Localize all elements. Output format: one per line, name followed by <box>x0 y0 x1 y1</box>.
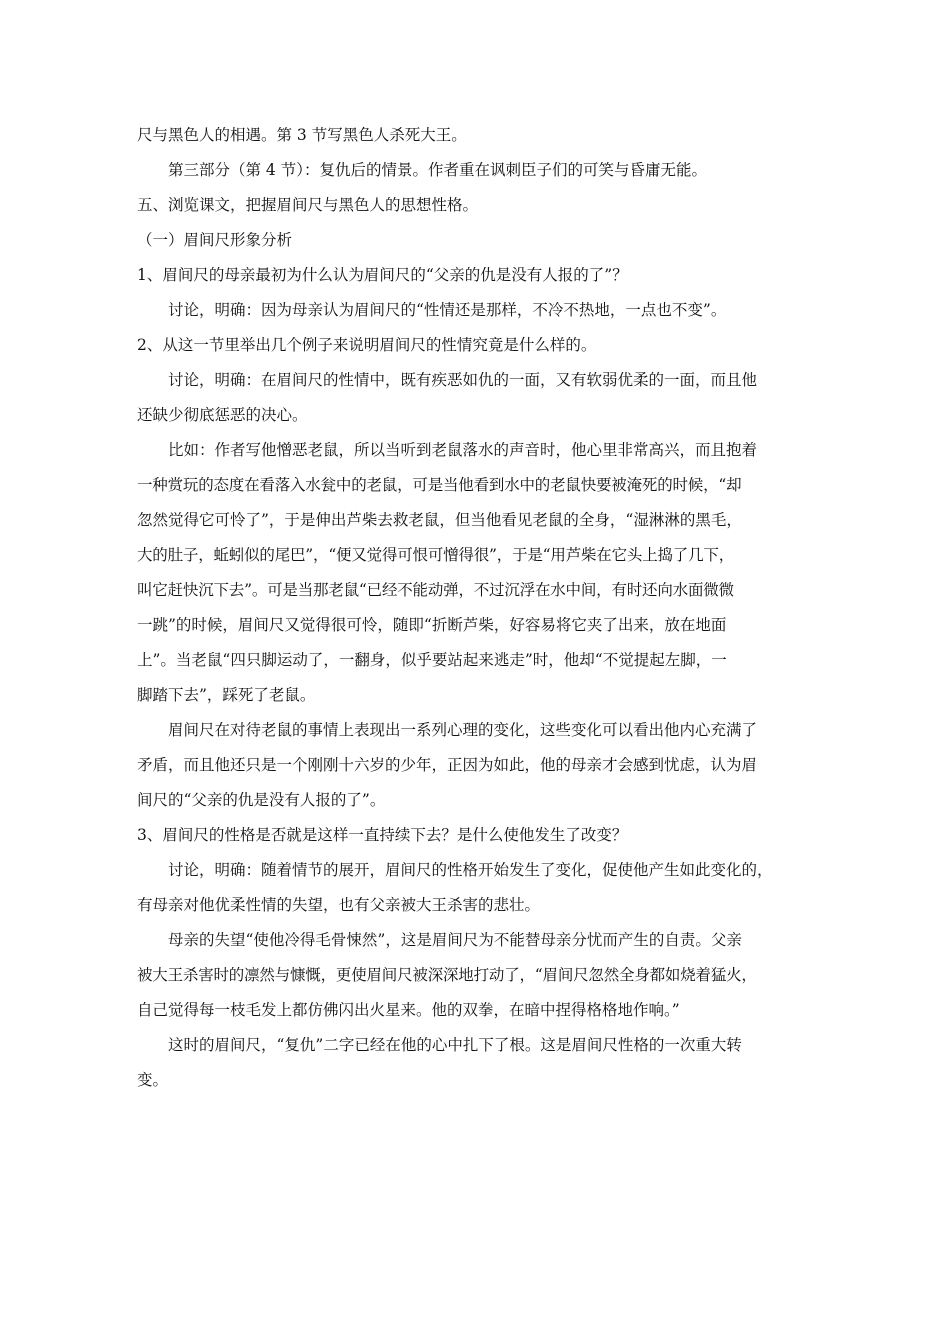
text-line: 忽然觉得它可怜了”，于是伸出芦柴去救老鼠，但当他看见老鼠的全身，“湿淋淋的黑毛， <box>137 511 742 529</box>
text-line: 有母亲对他优柔性情的失望，也有父亲被大王杀害的悲壮。 <box>137 896 541 914</box>
document-body <box>137 118 817 1098</box>
question-line: 1、眉间尺的母亲最初为什么认为眉间尺的“父亲的仇是没有人报的了”？ <box>137 266 628 284</box>
text-line: 大的肚子，蚯蚓似的尾巴”，“便又觉得可恨可憎得很”，于是“用芦柴在它头上捣了几下， <box>137 546 734 564</box>
question-line: 2、从这一节里举出几个例子来说明眉间尺的性情究竟是什么样的。 <box>137 336 597 354</box>
text-line: 讨论，明确：因为母亲认为眉间尺的“性情还是那样，不冷不热地，一点也不变”。 <box>168 301 727 319</box>
text-line: 第三部分（第 4 节）：复仇后的情景。作者重在讽刺臣子们的可笑与昏庸无能。 <box>168 161 707 179</box>
text-line: 矛盾，而且他还只是一个刚刚十六岁的少年，正因为如此，他的母亲才会感到忧虑，认为眉 <box>137 756 758 774</box>
section-heading: 五、浏览课文，把握眉间尺与黑色人的思想性格。 <box>137 196 479 214</box>
text-line: 自己觉得每一枝毛发上都仿佛闪出火星来。他的双拳，在暗中捏得格格地作响。” <box>137 1001 680 1019</box>
text-line: 变。 <box>137 1071 169 1089</box>
text-line: 尺与黑色人的相遇。第 3 节写黑色人杀死大王。 <box>137 126 467 144</box>
text-line: 上”。当老鼠“四只脚运动了，一翻身，似乎要站起来逃走”时，他却“不觉提起左脚，一 <box>137 651 727 669</box>
text-line: 母亲的失望“使他冷得毛骨悚然”，这是眉间尺为不能替母亲分忧而产生的自责。父亲 <box>168 931 742 949</box>
text-line: 这时的眉间尺，“复仇”二字已经在他的心中扎下了根。这是眉间尺性格的一次重大转 <box>168 1036 742 1054</box>
text-line: 一种赏玩的态度在看落入水瓮中的老鼠，可是当他看到水中的老鼠快要被淹死的时候，“却 <box>137 476 742 494</box>
text-line: 间尺的“父亲的仇是没有人报的了”。 <box>137 791 386 809</box>
text-line: 脚踏下去”，踩死了老鼠。 <box>137 686 316 704</box>
text-line: 叫它赶快沉下去”。可是当那老鼠“已经不能动弹，不过沉浮在水中间，有时还向水面微微 <box>137 581 734 599</box>
text-line: 眉间尺在对待老鼠的事情上表现出一系列心理的变化，这些变化可以看出他内心充满了 <box>168 721 758 739</box>
text-line: 被大王杀害时的凛然与慷慨，更使眉间尺被深深地打动了，“眉间尺忽然全身都如烧着猛火， <box>137 966 757 984</box>
text-line: 一跳”的时候，眉间尺又觉得很可怜，随即“折断芦柴，好容易将它夹了出来，放在地面 <box>137 616 727 634</box>
subsection-heading: （一）眉间尺形象分析 <box>137 231 293 249</box>
text-line: 讨论，明确：在眉间尺的性情中，既有疾恶如仇的一面，又有软弱优柔的一面，而且他 <box>168 371 758 389</box>
text-line: 比如：作者写他憎恶老鼠，所以当听到老鼠落水的声音时，他心里非常高兴，而且抱着 <box>168 441 758 459</box>
text-line: 还缺少彻底惩恶的决心。 <box>137 406 308 424</box>
text-line: 讨论，明确：随着情节的展开，眉间尺的性格开始发生了变化，促使他产生如此变化的， <box>168 861 773 879</box>
question-line: 3、眉间尺的性格是否就是这样一直持续下去？是什么使他发生了改变？ <box>137 826 628 844</box>
